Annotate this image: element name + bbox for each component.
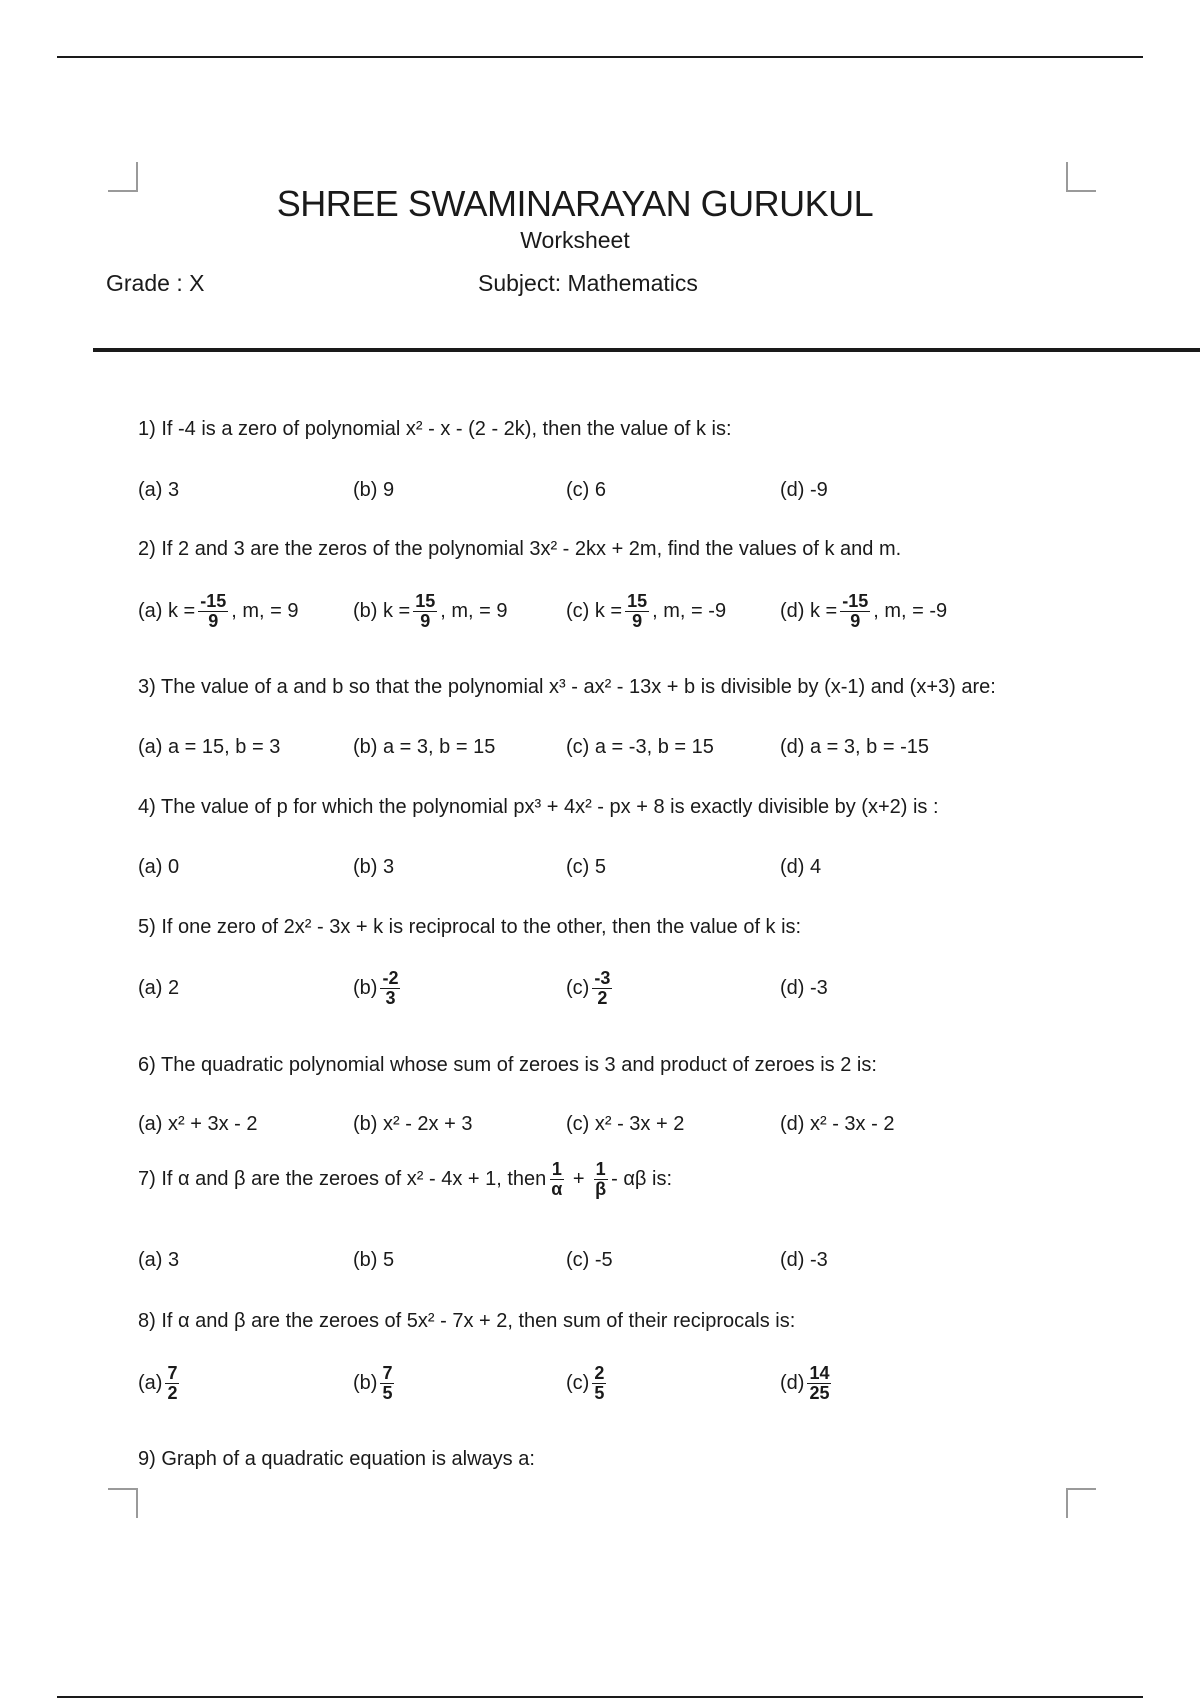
option-a: (a) 3 xyxy=(138,1248,180,1271)
option-d: (d) x² - 3x - 2 xyxy=(780,1112,895,1135)
option-b: (b) 5 xyxy=(353,1248,395,1271)
option-b: (b) $\frac{-2}{3}$ xyxy=(353,967,399,1008)
fraction: $\frac{-3}{2}$ xyxy=(594,967,611,1008)
fraction: $\frac{15}{9}$ xyxy=(627,590,648,631)
question-9: 9) Graph of a quadratic equation is always a: xyxy=(138,1448,535,1470)
fraction: $\frac{14}{25}$ xyxy=(809,1362,830,1403)
crop-mark-bottom-left xyxy=(108,1488,138,1518)
option-a: (a) 2 xyxy=(138,976,180,999)
fraction: $\frac{-15}{9}$ xyxy=(200,590,227,631)
subject-label: Subject: Mathematics xyxy=(478,270,698,296)
fraction: $\frac{-15}{9}$ xyxy=(842,590,869,631)
fraction: $\frac{7}{5}$ xyxy=(382,1362,393,1403)
option-c: (c) 6 xyxy=(566,478,606,501)
grade-label: Grade : X xyxy=(106,270,205,296)
fraction-one-over-alpha: $\frac{1}{\alpha}$ xyxy=(551,1159,563,1199)
option-b: (b) 3 xyxy=(353,855,395,878)
option-c: (c) -5 xyxy=(566,1248,613,1271)
option-c: (c) 5 xyxy=(566,855,606,878)
bottom-rule xyxy=(57,1696,1143,1698)
question-5-options xyxy=(138,963,1138,1013)
sheet-type: Worksheet xyxy=(520,227,630,253)
fraction: $\frac{7}{2}$ xyxy=(167,1362,178,1403)
option-d: (d) a = 3, b = -15 xyxy=(780,735,929,758)
option-a: (a) a = 15, b = 3 xyxy=(138,735,281,758)
question-7-options xyxy=(138,1235,1138,1285)
question-8: 8) If α and β are the zeroes of 5x² - 7x + 2, then sum of their reciprocals is: xyxy=(138,1310,796,1332)
option-b: (b) x² - 2x + 3 xyxy=(353,1112,473,1135)
question-5: 5) If one zero of 2x² - 3x + k is reciprocal to the other, then the value of k is: xyxy=(138,916,802,938)
option-a: (a) 3 xyxy=(138,478,180,501)
option-d: (d) -3 xyxy=(780,1248,828,1271)
fraction: $\frac{2}{5}$ xyxy=(594,1362,605,1403)
question-8-options xyxy=(138,1358,1138,1408)
option-d: (d) $\frac{14}{25}$ xyxy=(780,1362,830,1403)
option-d: (d) -9 xyxy=(780,478,828,501)
option-c: (c) $\frac{-3}{2}$ xyxy=(566,967,611,1008)
option-a: (a) x² + 3x - 2 xyxy=(138,1112,258,1135)
option-b: (b) 9 xyxy=(353,478,395,501)
top-rule xyxy=(57,56,1143,58)
option-d: (d) k = $\frac{-15}{9}$ , m, = -9 xyxy=(780,590,948,631)
option-d: (d) -3 xyxy=(780,976,828,999)
option-b: (b) a = 3, b = 15 xyxy=(353,735,496,758)
option-d: (d) 4 xyxy=(780,855,822,878)
crop-mark-bottom-right xyxy=(1066,1488,1096,1518)
option-b: (b) k = $\frac{15}{9}$ , m, = 9 xyxy=(353,590,508,631)
question-7: 7) If α and β are the zeroes of x² - 4x + 1, then $\frac{1}{\alpha}$ + $\frac{1}{\beta}$ - αβ is: xyxy=(138,1159,672,1199)
question-4-options xyxy=(138,842,1138,892)
header-divider xyxy=(93,348,1200,352)
question-4: 4) The value of p for which the polynomial px³ + 4x² - px + 8 is exactly divisible by (x+2) is : xyxy=(138,796,939,818)
question-3-options xyxy=(138,722,1138,772)
question-6: 6) The quadratic polynomial whose sum of zeroes is 3 and product of zeroes is 2 is: xyxy=(138,1054,877,1076)
option-a: (a) $\frac{7}{2}$ xyxy=(138,1362,178,1403)
question-1-options xyxy=(138,465,1138,515)
school-name: SHREE SWAMINARAYAN GURUKUL xyxy=(276,183,874,224)
option-a: (a) 0 xyxy=(138,855,180,878)
option-c: (c) k = $\frac{15}{9}$ , m, = -9 xyxy=(566,590,727,631)
fraction-one-over-beta: $\frac{1}{\beta}$ xyxy=(595,1159,607,1199)
question-6-options xyxy=(138,1099,1138,1149)
fraction: $\frac{15}{9}$ xyxy=(415,590,436,631)
option-b: (b) $\frac{7}{5}$ xyxy=(353,1362,393,1403)
question-3: 3) The value of a and b so that the polynomial x³ - ax² - 13x + b is divisible by (x-1) and (x+3) are: xyxy=(138,676,996,698)
option-a: (a) k = $\frac{-15}{9}$ , m, = 9 xyxy=(138,590,299,631)
option-c: (c) $\frac{2}{5}$ xyxy=(566,1362,605,1403)
option-c: (c) x² - 3x + 2 xyxy=(566,1112,685,1135)
option-c: (c) a = -3, b = 15 xyxy=(566,735,714,758)
question-1: 1) If -4 is a zero of polynomial x² - x - (2 - 2k), then the value of k is: xyxy=(138,418,732,440)
fraction: $\frac{-2}{3}$ xyxy=(382,967,399,1008)
question-2: 2) If 2 and 3 are the zeros of the polynomial 3x² - 2kx + 2m, find the values of k and m. xyxy=(138,538,902,560)
question-2-options xyxy=(138,586,1138,636)
